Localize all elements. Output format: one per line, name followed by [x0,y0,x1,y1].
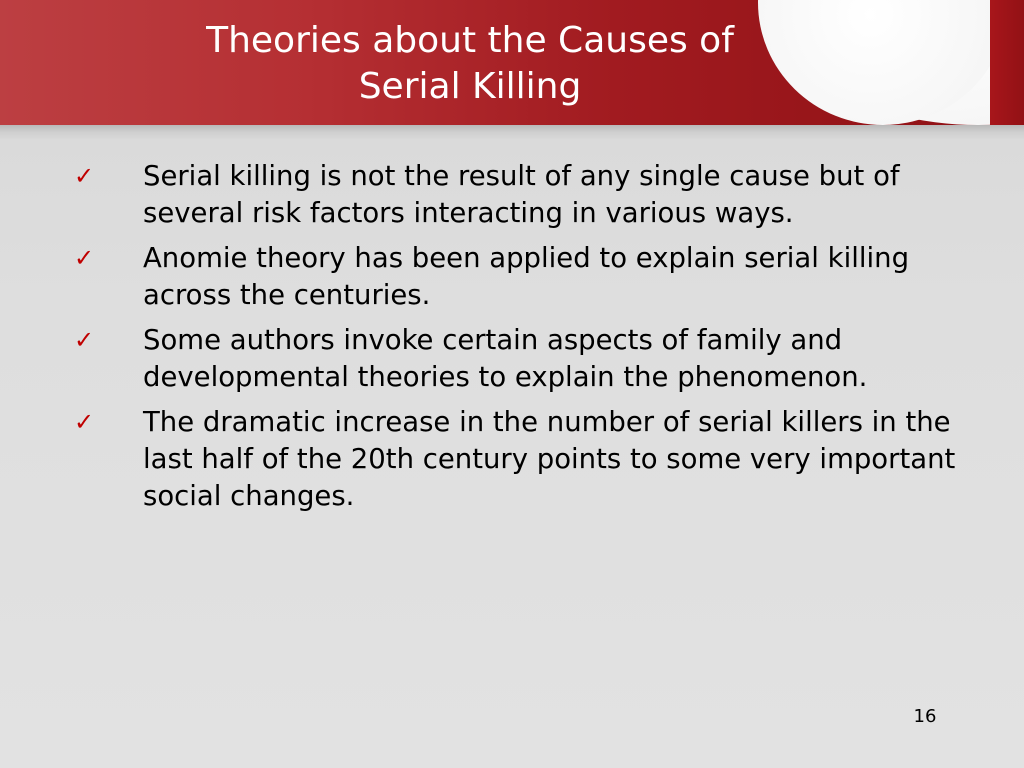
bullet-item [70,240,970,314]
slide-title-line-1: Theories about the Causes of [206,20,734,61]
header-shadow [0,125,1024,139]
bullet-list [70,158,970,523]
check-icon: ✓ [74,162,95,190]
check-icon: ✓ [74,326,95,354]
bullet-item [70,158,970,232]
header-right-strip [990,0,1024,125]
check-icon: ✓ [74,408,95,436]
page-number: 16 [913,706,937,727]
slide-title-line-2: Serial Killing [358,66,582,107]
bullet-item [70,322,970,396]
bullet-text: The dramatic increase in the number of serial killers in the last half of the 20th century points to some very important social changes. [143,406,956,512]
check-icon: ✓ [74,244,95,272]
bullet-text: Some authors invoke certain aspects of family and developmental theories to explain the phenomenon. [143,324,868,393]
bullet-text: Serial killing is not the result of any single cause but of several risk factors interacting in various ways. [143,160,900,229]
slide-title [150,18,790,110]
bullet-text: Anomie theory has been applied to explain serial killing across the centuries. [143,242,910,311]
bullet-item [70,404,970,515]
